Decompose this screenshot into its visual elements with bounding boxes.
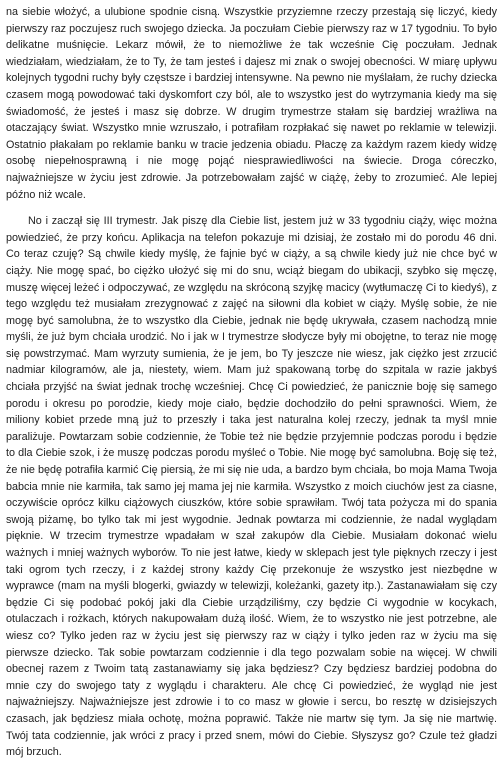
document-page xyxy=(6,4,497,759)
paragraph-2: No i zaczął się III trymestr. Jak piszę dla Ciebie list, jestem już w 33 tygodniu ciąży, więc można powiedzieć, że przy końcu. Aplikacja na telefon pokazuje mi dzisiaj, że zostało mi do porodu 46 dni. Co teraz czuję? Są chwile kiedy myślę, że fajnie być w ciąży, a są chwile kiedy już nie chce być w ciąży. Nie mogę spać, bo ciężko ułożyć się mi do snu, wciąż biegam do ubikacji, szybko się męczę, muszę więcej leżeć i odpoczywać, ze względu na skróconą szyjkę macicy (wytłumaczę Ci to kiedyś), z tego względu też musiałam zrezygnować z zajęć na siłowni dla kobiet w ciąży. Myślę sobie, że nie mogę być samolubna, że to wszystko dla Ciebie, jednak nie będę ukrywała, czasem nachodzą mnie myśli, że już bym chciała urodzić. No i jak w I trymestrze słodycze były mi obojętne, to teraz nie mogę się powstrzymać. Mam wyrzuty sumienia, że je jem, bo Ty jeszcze nie wiesz, jak ciężko jest zrzucić nadmiar kilogramów, ale ja, niestety, wiem. Mam już spakowaną torbę do szpitala w razie jakbyś chciała przyjść na świat jednak trochę wcześniej. Chcę Ci powiedzieć, że panicznie boję się samego porodu i okresu po porodzie, kiedy moje ciało, będzie dochodziło do pełni sprawności. Wiem, że miliony kobiet przede mną już to przeszły i taka jest naturalna kolej rzeczy, jednak ta myśl mnie paraliżuje. Powtarzam sobie codziennie, że Tobie też nie będzie przyjemnie podczas porodu i będzie to dla Ciebie szok, i że muszę podczas porodu myśleć o Tobie. Nie mogę być samolubna. Boję się też, że nie będę potrafiła karmić Cię piersią, że mi się nie uda, a bardzo bym chciała, bo moja Mama Twoja babcia mnie nie karmiła, tak samo jej mama jej nie karmiła. Wszystko z moich ciuchów jest za ciasne, oczywiście oprócz kilku ciążowych ciuszków, które sobie sprawiłam. Twój tata pożycza mi do spania swoją piżamę, bo tylko tak mi jest wygodnie. Jednak powtarza mi codziennie, że nadal wyglądam pięknie. W trzecim trymestrze wpadałam w szał zakupów dla Ciebie. Musiałam dokonać wielu ważnych i mniej ważnych wyborów. To nie jest łatwe, kiedy w sklepach jest tyle pięknych rzeczy i jest taki ogrom tych rzeczy, i z każdej strony każdy Cię przekonuje że wszystko jest niezbędne w wyprawce (mam na myśli blogerki, gwiazdy w telewizji, koleżanki, gazety itp.). Zastanawiałam się czy będzie Ci się podobać pokój jaki dla Ciebie urządziliśmy, czy będzie Ci wygodnie w kocykach, otulaczach i rożkach, których nakupowałam dużą ilość. Wiem, że to wszystko nie jest potrzebne, ale wiesz co? Tylko jeden raz w życiu jest się pierwszy raz w ciąży i tylko jeden raz w życiu ma się pierwsze dziecko. Tak sobie powtarzam codziennie i dla tego pozwalam sobie na więcej. W chwili obecnej razem z Twoim tatą zastanawiamy się jaka będziesz? Czy będziesz bardziej podobna do mnie czy do swojego taty z wyglądu i charakteru. Ale chcę Ci powiedzieć, że wygląd nie jest najważniejszy. Najważniejsze jest zdrowie i to co masz w głowie i sercu, bo resztę w dzisiejszych czasach, jak będziesz miała ochotę, można poprawić. Także nie martw się tym. Ja się nie martwię. Twój tata codziennie, jak wróci z pracy i przed snem, mówi do Ciebie. Słyszysz go? Czule też gładzi mój brzuch. xyxy=(6,215,497,759)
paragraph-1: na siebie włożyć, a ulubione spodnie cisną. Wszystkie przyziemne rzeczy przestają się liczyć, kiedy pierwszy raz poczujesz ruch swojego dziecka. Ja poczułam Ciebie pierwszy raz w 17 tygodniu. To było delikatne muśnięcie. Lekarz mówił, że to niemożliwe że tak wcześnie Cię poczułam. Jednak wiedziałam, wiedziałam, że to Ty, że tam jesteś i dajesz mi znak o swojej obecności. W miarę upływu kolejnych tygodni ruchy były częstsze i bardziej intensywne. Na pewno nie myślałam, że ruchy dziecka czasem mogą powodować taki dyskomfort czy ból, ale to wszystko jest do wytrzymania kiedy ma się świadomość, że jesteś i masz się dobrze. W drugim trymestrze stałam się bardziej wrażliwa na otaczający świat. Wszystko mnie wzruszało, i potrafiłam rozpłakać się nawet po reklamie w telewizji. Ostatnio płakałam po reklamie banku w tracie jedzenia obiadu. Płaczę za każdym razem kiedy widzę osobę niepełnosprawną i nie mogę pojąć niesprawiedliwości na świecie. Droga córeczko, najważniejsze w życiu jest zdrowie. Ja potrzebowałam zajść w ciążę, żeby to zrozumieć. Ale lepiej późno niż wcale. xyxy=(6,6,497,201)
